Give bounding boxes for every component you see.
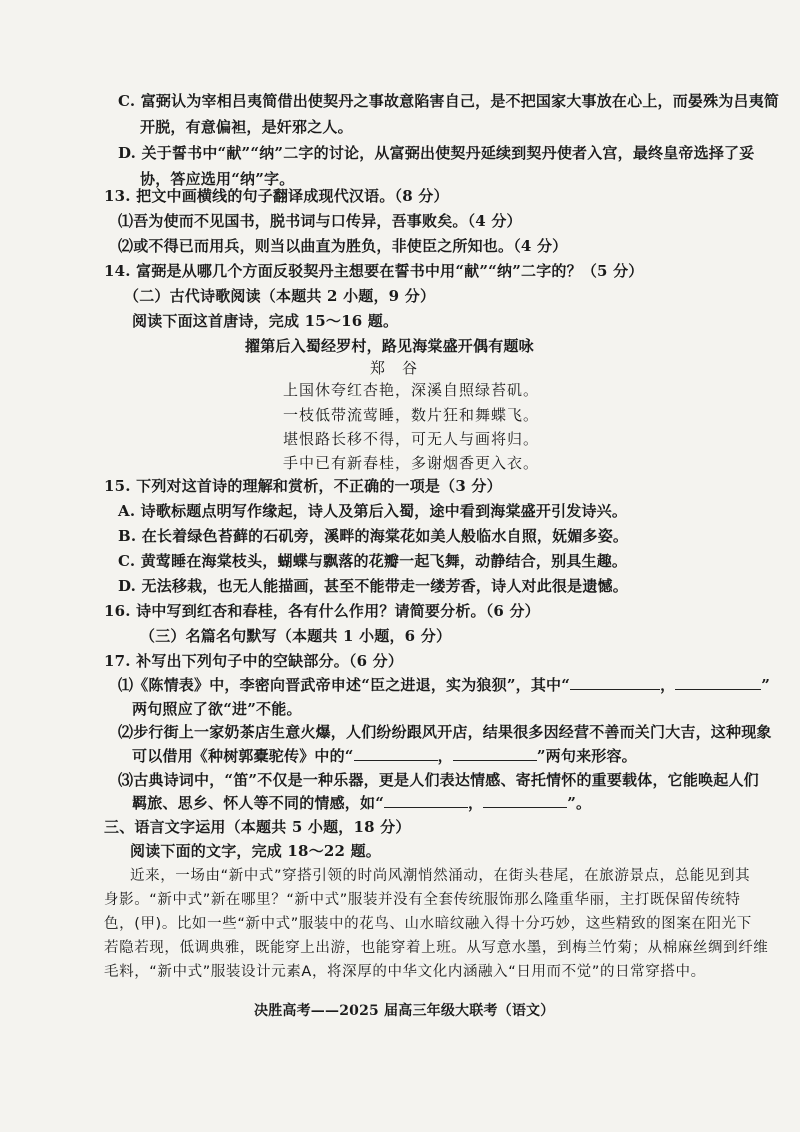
q12-option-c-line1: C. 富弼认为宰相吕夷简借出使契丹之事故意陷害自己，是不把国家大事放在心上，而晏殊为吕夷简 <box>118 92 780 110</box>
q17-item-1-line2: 两句照应了欲“进”不能。 <box>132 700 302 718</box>
q17-stem: 17. 补写出下列句子中的空缺部分。（6 分） <box>104 652 404 670</box>
section-3-header: （三）名篇名句默写（本题共 1 小题，6 分） <box>140 627 452 645</box>
q17-item-3-text: 羁旅、思乡、怀人等不同的情感，如“ <box>132 794 385 812</box>
part-3-header: 三、语言文字运用（本题共 5 小题，18 分） <box>104 818 411 836</box>
q15-option-d: D. 无法移栽，也无人能描画，甚至不能带走一缕芳香，诗人对此很是遗憾。 <box>118 577 628 595</box>
q17-item-2-text: 可以借用《种树郭橐驼传》中的“ <box>132 747 354 765</box>
answer-blank[interactable] <box>453 746 537 761</box>
poem-title: 擢第后入蜀经罗村，路见海棠盛开偶有题咏 <box>245 337 534 355</box>
close-quote: ” <box>761 676 771 694</box>
q13-sentence-1: ⑴吾为使而不见国书，脱书词与口传异，吾事败矣。（4 分） <box>118 212 522 230</box>
section-2-instruction: 阅读下面这首唐诗，完成 15～16 题。 <box>132 312 399 330</box>
q17-item-3-line2 <box>132 793 591 813</box>
q17-item-3-tail: ”。 <box>567 794 592 812</box>
q12-option-c-line2: 开脱，有意偏袒，是奸邪之人。 <box>140 118 353 136</box>
comma: ， <box>468 794 484 812</box>
q17-item-2-tail: ”两句来形容。 <box>536 747 637 765</box>
q14-stem: 14. 富弼是从哪几个方面反驳契丹主想要在誓书中用“献”“纳”二字的？（5 分） <box>104 262 644 280</box>
q15-option-c: C. 黄莺睡在海棠枝头，蝴蝶与飘落的花瓣一起飞舞，动静结合，别具生趣。 <box>118 552 628 570</box>
answer-blank[interactable] <box>483 793 567 808</box>
poem-line-2: 一枝低带流莺睡，数片狂和舞蝶飞。 <box>283 406 540 424</box>
answer-blank[interactable] <box>384 793 468 808</box>
q17-item-2-line2 <box>132 746 637 766</box>
poem-line-1: 上国休夸红杏艳，深溪自照绿苔矶。 <box>283 381 540 399</box>
page-footer: 决胜高考——2025 届高三年级大联考（语文） <box>254 1003 555 1019</box>
part-3-instruction: 阅读下面的文字，完成 18～22 题。 <box>130 842 381 860</box>
q12-option-d-line2: 协，答应选用“纳”字。 <box>140 170 295 188</box>
comma: ， <box>437 747 453 765</box>
passage-line-1: 近来，一场由“新中式”穿搭引领的时尚风潮悄然涌动，在街头巷尾，在旅游景点，总能见到其 <box>130 868 751 884</box>
q15-stem: 15. 下列对这首诗的理解和赏析，不正确的一项是（3 分） <box>104 477 502 495</box>
passage-line-4: 若隐若现，低调典雅，既能穿上出游，也能穿着上班。从写意水墨，到梅兰竹菊；从棉麻丝绸到纤维 <box>104 940 769 956</box>
q13-sentence-2: ⑵或不得已而用兵，则当以曲直为胜负，非使臣之所知也。（4 分） <box>118 237 568 255</box>
answer-blank[interactable] <box>675 675 761 690</box>
poem-line-3: 堪恨路长移不得，可无人与画将归。 <box>283 430 540 448</box>
answer-blank[interactable] <box>354 746 438 761</box>
section-2-header: （二）古代诗歌阅读（本题共 2 小题，9 分） <box>124 287 436 305</box>
q16-stem: 16. 诗中写到红杏和春桂，各有什么作用？请简要分析。（6 分） <box>104 602 540 620</box>
q13-stem: 13. 把文中画横线的句子翻译成现代汉语。（8 分） <box>104 187 449 205</box>
answer-blank[interactable] <box>570 675 660 690</box>
q17-item-1-text: ⑴《陈情表》中，李密向晋武帝申述“臣之进退，实为狼狈”，其中“ <box>118 676 571 694</box>
passage-line-2: 身影。“新中式”新在哪里？“新中式”服装并没有全套传统服饰那么隆重华丽，主打既保留传统特 <box>104 892 741 908</box>
q17-item-1-line1 <box>118 675 770 695</box>
passage-line-5: 毛料，“新中式”服装设计元素A，将深厚的中华文化内涵融入“日用而不觉”的日常穿搭中。 <box>104 964 706 980</box>
q17-item-2-line1: ⑵步行街上一家奶茶店生意火爆，人们纷纷跟风开店，结果很多因经营不善而关门大吉，这种现象 <box>118 723 772 741</box>
poem-author: 郑 谷 <box>370 359 419 377</box>
q17-item-3-line1: ⑶古典诗词中，“笛”不仅是一种乐器，更是人们表达情感、寄托情怀的重要载体，它能唤起人们 <box>118 771 759 789</box>
q15-option-b: B. 在长着绿色苔藓的石矶旁，溪畔的海棠花如美人般临水自照，妩媚多姿。 <box>118 527 629 545</box>
comma: ， <box>660 676 676 694</box>
q15-option-a: A. 诗歌标题点明写作缘起，诗人及第后入蜀，途中看到海棠盛开引发诗兴。 <box>118 502 628 520</box>
passage-line-3: 色，(甲)。比如一些“新中式”服装中的花鸟、山水暗纹融入得十分巧妙，这些精致的图案在阳光下 <box>104 916 752 932</box>
poem-line-4: 手中已有新春桂，多谢烟香更入衣。 <box>283 454 540 472</box>
q12-option-d-line1: D. 关于誓书中“献”“纳”二字的讨论，从富弼出使契丹延续到契丹使者入宫，最终皇帝选择了妥 <box>118 144 755 162</box>
